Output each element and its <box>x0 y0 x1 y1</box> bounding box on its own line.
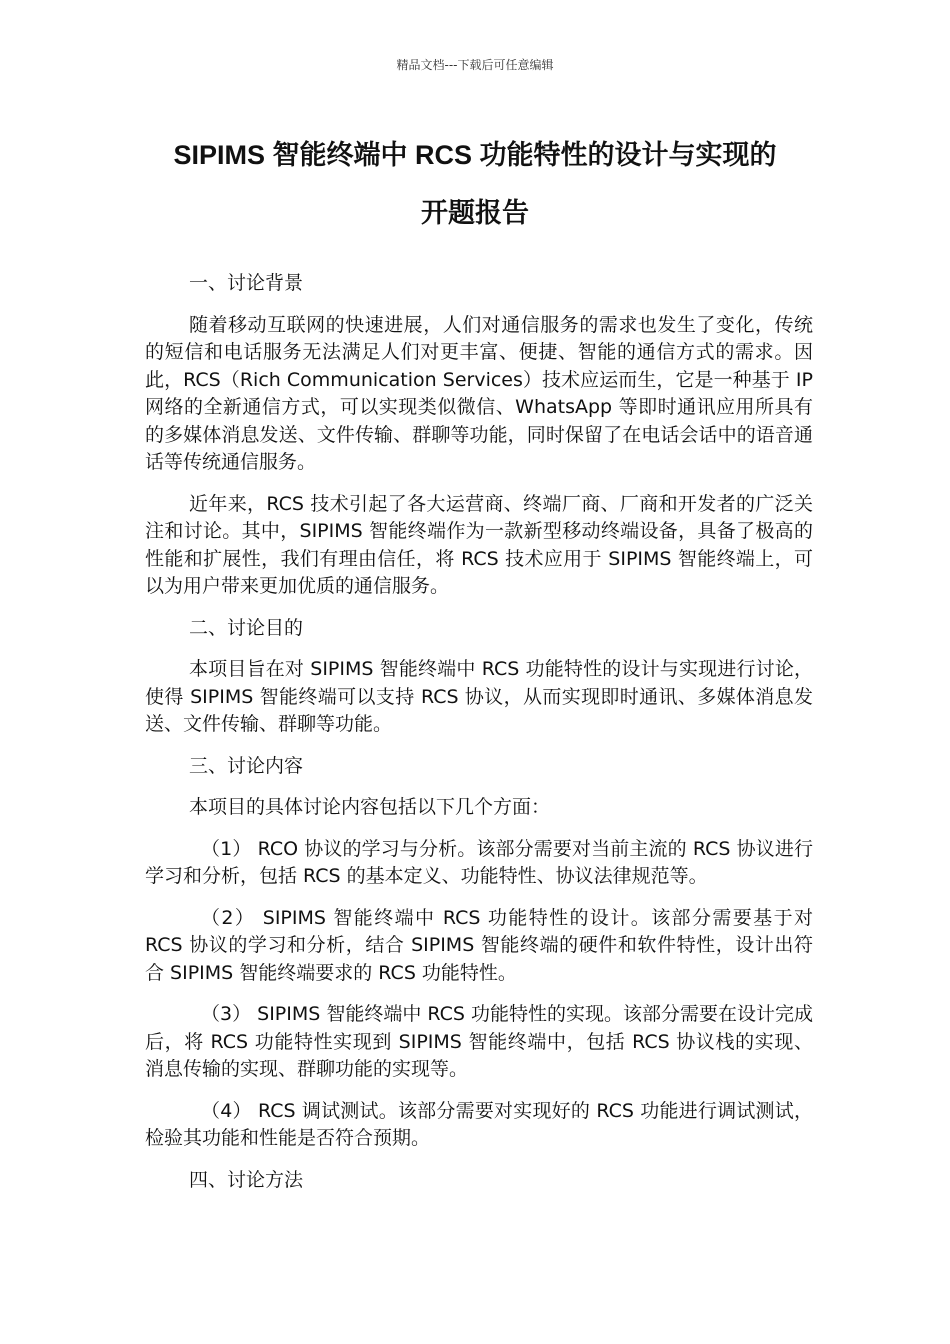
section-heading-purpose: 二、讨论目的 <box>189 616 304 639</box>
content-item-2: （2） SIPIMS 智能终端中 RCS 功能特性的设计。该部分需要基于对 RCS 协议的学习和分析，结合 SIPIMS 智能终端的硬件和软件特性，设计出符合 SIPIMS 智能终端要求的 RCS 功能特性。 <box>145 906 813 984</box>
document-body <box>145 270 813 1208</box>
purpose-paragraph: 本项目旨在对 SIPIMS 智能终端中 RCS 功能特性的设计与实现进行讨论，使得 SIPIMS 智能终端可以支持 RCS 协议，从而实现即时通讯、多媒体消息发送、文件传输、群聊等功能。 <box>145 658 813 735</box>
page-header: 精品文档---下载后可任意编辑 <box>396 58 554 72</box>
background-paragraph-2: 近年来，RCS 技术引起了各大运营商、终端厂商、厂商和开发者的广泛关注和讨论。其中，SIPIMS 智能终端作为一款新型移动终端设备，具备了极高的性能和扩展性，我们有理由信任，将 RCS 技术应用于 SIPIMS 智能终端上，可以为用户带来更加优质的通信服务。 <box>145 492 813 597</box>
title-line-2: 开题报告 <box>421 198 529 228</box>
background-paragraph-1: 随着移动互联网的快速进展，人们对通信服务的需求也发生了变化，传统的短信和电话服务无法满足人们对更丰富、便捷、智能的通信方式的需求。因此，RCS（Rich Communication Services）技术应运而生，它是一种基于 IP 网络的全新通信方式，可以实现类似微信、WhatsApp 等即时通讯应用所具有的多媒体消息发送、文件传输、群聊等功能，同时保留了在电话会话中的语音通话等传统通信服务。 <box>145 313 813 473</box>
section-heading-content: 三、讨论内容 <box>189 754 304 777</box>
content-item-3: （3） SIPIMS 智能终端中 RCS 功能特性的实现。该部分需要在设计完成后，将 RCS 功能特性实现到 SIPIMS 智能终端中，包括 RCS 协议栈的实现、消息传输的实现、群聊功能的实现等。 <box>145 1003 814 1080</box>
document-title <box>0 133 950 249</box>
section-heading-background: 一、讨论背景 <box>189 272 304 294</box>
content-intro: 本项目的具体讨论内容包括以下几个方面： <box>189 796 551 818</box>
title-line-1: SIPIMS 智能终端中 RCS 功能特性的设计与实现的 <box>173 140 777 170</box>
content-item-1: （1） RCO 协议的学习与分析。该部分需要对当前主流的 RCS 协议进行学习和分析，包括 RCS 的基本定义、功能特性、协议法律规范等。 <box>145 837 813 887</box>
section-heading-method: 四、讨论方法 <box>189 1168 304 1191</box>
content-item-4: （4） RCS 调试测试。该部分需要对实现好的 RCS 功能进行调试测试，检验其功能和性能是否符合预期。 <box>145 1099 813 1149</box>
